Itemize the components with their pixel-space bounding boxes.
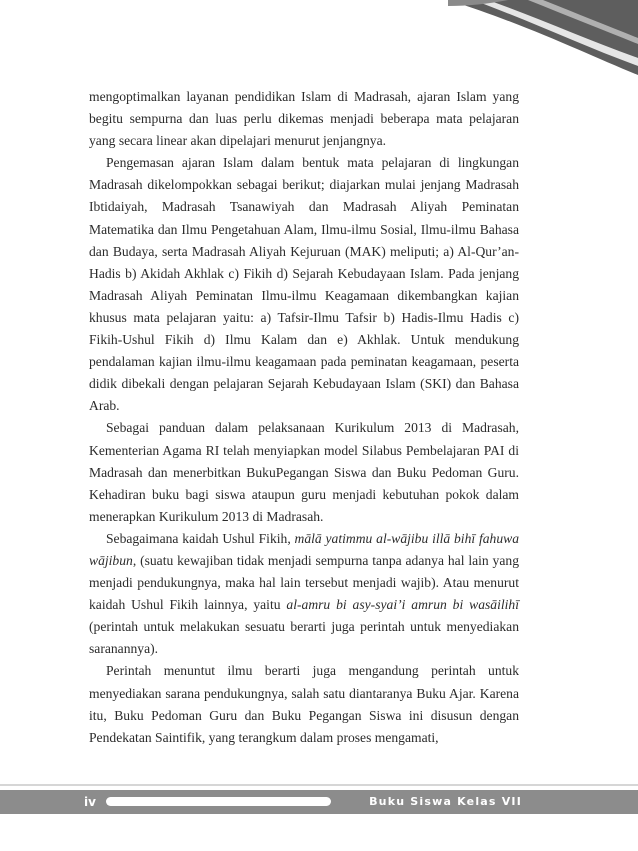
paragraph-4-part-c: , (suatu kewajiban tidak menjadi sempurna tanpa adanya hal lain yang menjadi pendukungnya, maka hal lain tersebut menjadi wajib). Atau menurut kaidah Ushul Fikih lainnya, yaitu — [89, 552, 519, 613]
page-number: iv — [84, 795, 96, 809]
footer-decorative-bar — [106, 797, 331, 806]
footer-book-title: Buku Siswa Kelas VII MTs — [369, 795, 522, 832]
arabic-maxim-1: mālā yatimmu al-wājibu illā bihī fahuwa wājibun — [89, 530, 519, 568]
footer-divider — [0, 784, 638, 786]
paragraph-1: mengoptimalkan layanan pendidikan Islam di Madrasah, ajaran Islam yang begitu sempurna dan luas perlu dikemas menjadi beberapa mata pelajaran yang secara linear akan dipelajari menurut jenjangnya. — [89, 89, 519, 149]
paragraph-3: Sebagai panduan dalam pelaksanaan Kurikulum 2013 di Madrasah, Kementerian Agama RI telah menyiapkan model Silabus Pembelajaran PAI di Madrasah dan menerbitkan BukuPegangan Siswa dan Buku Pedoman Guru. Kehadiran buku bagi siswa ataupun guru menjadi kebutuhan pokok dalam menerapkan Kurikulum 2013 di Madrasah. — [89, 420, 519, 524]
paragraph-4 — [89, 528, 519, 661]
paragraph-2: Pengemasan ajaran Islam dalam bentuk mata pelajaran di lingkungan Madrasah dikelompokkan sebagai berikut; diajarkan mulai jenjang Madrasah Ibtidaiyah, Madrasah Tsanawiyah dan Madrasah Aliyah Peminatan Matematika dan Ilmu Pengetahuan Alam, Ilmu-ilmu Sosial, Ilmu-ilmu Bahasa dan Budaya, serta Madrasah Aliyah Kejuruan (MAK) meliputi; a) Al-Qur’an-Hadis b) Akidah Akhlak c) Fikih d) Sejarah Kebudayaan Islam. Pada jenjang Madrasah Aliyah Peminatan Ilmu-ilmu Keagamaan dikembangkan kajian khusus mata pelajaran yaitu: a) Tafsir-Ilmu Tafsir b) Hadis-Ilmu Hadis c) Fikih-Ushul Fikih d) Ilmu Kalam dan e) Akhlak. Untuk mendukung pendalaman kajian ilmu-ilmu keagamaan pada peminatan keagamaan, peserta didik dibekali dengan pelajaran Sejarah Kebudayaan Islam (SKI) dan Bahasa Arab. — [89, 155, 519, 414]
paragraph-4-part-e: (perintah untuk melakukan sesuatu berarti juga perintah untuk menyediakan saranannya). — [89, 619, 519, 657]
corner-decoration — [448, 0, 638, 75]
paragraph-4-part-a: Sebagaimana kaidah Ushul Fikih, — [106, 530, 295, 546]
body-text — [89, 86, 519, 749]
arabic-maxim-2: al-amru bi asy-syai’i amrun bi wasāilihī — [286, 597, 519, 613]
paragraph-5: Perintah menuntut ilmu berarti juga mengandung perintah untuk menyediakan sarana pendukungnya, salah satu diantaranya Buku Ajar. Karena itu, Buku Pedoman Guru dan Buku Pegangan Siswa ini disusun dengan Pendekatan Saintifik, yang terangkum dalam proses mengamati, — [89, 663, 519, 745]
